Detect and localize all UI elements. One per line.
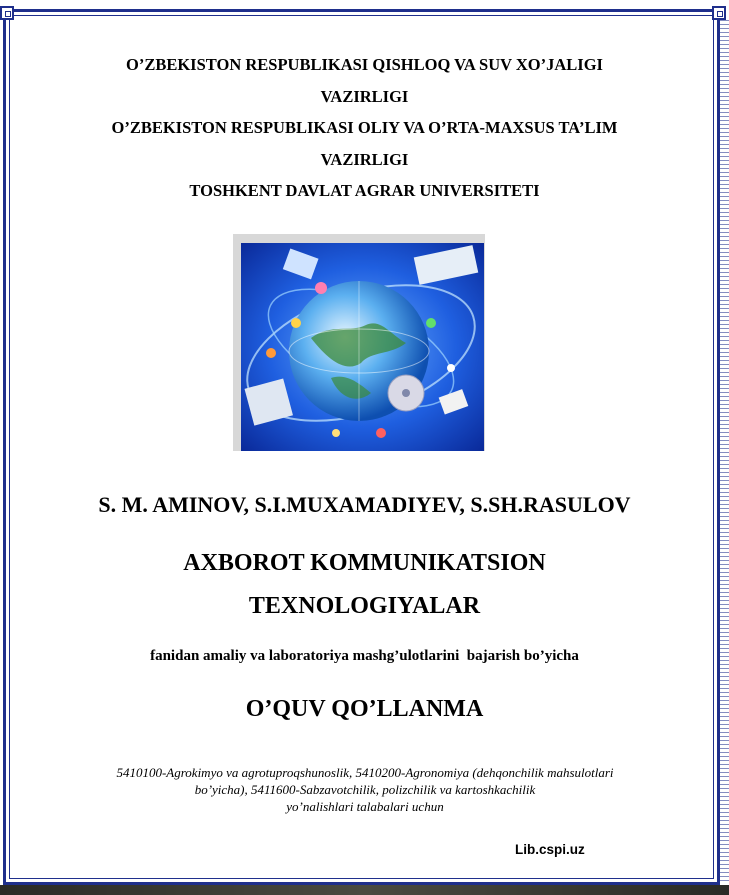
specialties-line: bo’yicha), 5411600-Sabzavotchilik, polizchilik va kartoshkachilik	[194, 782, 536, 797]
specialties-text	[40, 764, 690, 815]
header-line: O’ZBEKISTON RESPUBLIKASI QISHLOQ VA SUV XO’JALIGI	[126, 55, 603, 74]
book-genre: O’QUV QO’LLANMA	[245, 696, 484, 722]
book-title-line-1: AXBOROT KOMMUNIKATSION	[183, 550, 546, 576]
specialties-line: 5410100-Agrokimyo va agrotuproqshunoslik, 5410200-Agronomiya (dehqonchilik mahsulotlari	[116, 765, 614, 780]
specialties-line: yo’nalishlari talabalari uchun	[286, 799, 444, 814]
header-line: TOSHKENT DAVLAT AGRAR UNIVERSITETI	[189, 181, 540, 200]
header-line: VAZIRLIGI	[320, 86, 409, 106]
header-line: O’ZBEKISTON RESPUBLIKASI OLIY VA O’RTA-MAXSUS TA’LIM	[111, 118, 618, 137]
library-watermark: Lib.cspi.uz	[515, 842, 585, 857]
page-edge-hatch	[720, 20, 729, 882]
ministry-header	[20, 49, 709, 207]
book-subtitle: fanidan amaliy va laboratoriya mashg’ulotlarini bajarish bo’yicha	[150, 648, 579, 664]
corner-ornament-left	[0, 6, 14, 20]
book-title-line-2: TEXNOLOGIYALAR	[248, 593, 481, 619]
corner-ornament-right	[712, 6, 726, 20]
viewer-bottom-bar	[0, 885, 729, 895]
globe-technology-icon	[241, 243, 484, 451]
authors: S. M. AMINOV, S.I.MUXAMADIYEV, S.SH.RASULOV	[98, 492, 631, 517]
cover-image	[233, 234, 485, 451]
header-line: VAZIRLIGI	[320, 149, 409, 169]
